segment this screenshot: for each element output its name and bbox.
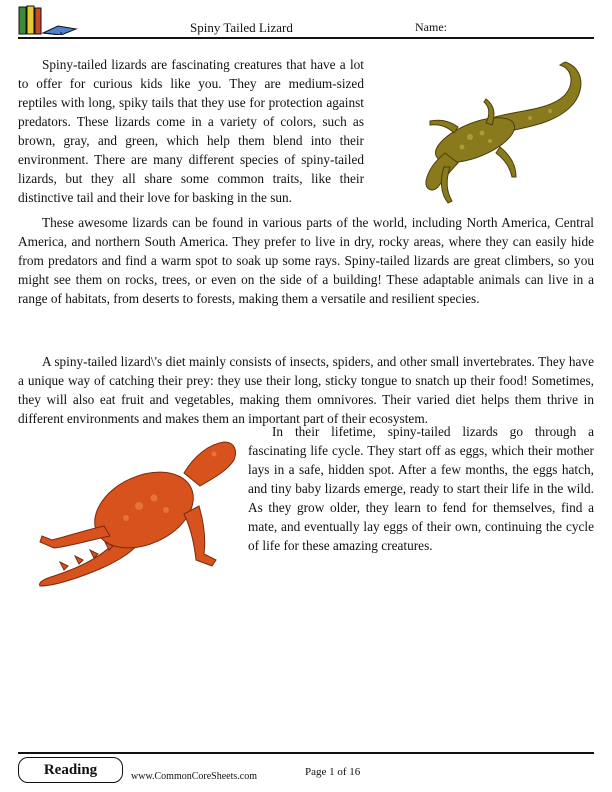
page-title: Spiny Tailed Lizard: [190, 20, 293, 35]
books-icon: [18, 5, 78, 35]
footer-website: www.CommonCoreSheets.com: [131, 771, 258, 782]
paragraph-life-cycle: In their lifetime, spiny-tailed lizards go through a fascinating life cycle. They start off as eggs, which their mother lays in a safe, hidden spot. After a few months, the eggs hatch, and tiny baby lizards emerge, ready to start their life in the wild. As they grow older, they learn to fend for themselves, find a mate, and eventually lay eggs of their own, continuing the cycle of life for these amazing creatures.: [248, 424, 594, 553]
name-label: Name:: [415, 20, 447, 34]
lizard-photo-top: [400, 55, 595, 220]
paragraph-intro: Spiny-tailed lizards are fascinating creatures that have a lot to offer for curious kids like you. They are medium-sized reptiles with long, spiky tails that they use for protection against predators. These lizards come in a variety of colors, such as brown, gray, and green, which help them blend into their environment. There are many different species of spiny-tailed lizards, but they all share some common traits, like their distinctive tail and their love for basking in the sun.: [18, 57, 364, 205]
footer-divider: [18, 752, 594, 754]
subject-badge: Reading: [18, 757, 123, 783]
lizard-photo-bottom: [24, 428, 242, 590]
header-divider: [18, 37, 594, 39]
paragraph-habitat: These awesome lizards can be found in various parts of the world, including North America, Central America, and northern South America. They prefer to live in dry, rocky areas, where they can easily hide from predators and find a warm spot to soak up some rays. Spiny-tailed lizards are great climbers, so you might see them on rocks, trees, or even on the side of a building! These adaptable animals can live in a range of habitats, from deserts to forests, making them a versatile and resilient species.: [18, 215, 594, 306]
paragraph-diet: A spiny-tailed lizard\'s diet mainly consists of insects, spiders, and other small invertebrates. They have a unique way of catching their prey: they use their long, sticky tongue to snatch up their food! Sometimes, they will also eat fruit and vegetables, making them omnivores. Their varied diet helps them thrive in different environments and makes them an important part of their ecosystem.: [18, 354, 594, 426]
page-number: Page 1 of 16: [305, 766, 361, 778]
